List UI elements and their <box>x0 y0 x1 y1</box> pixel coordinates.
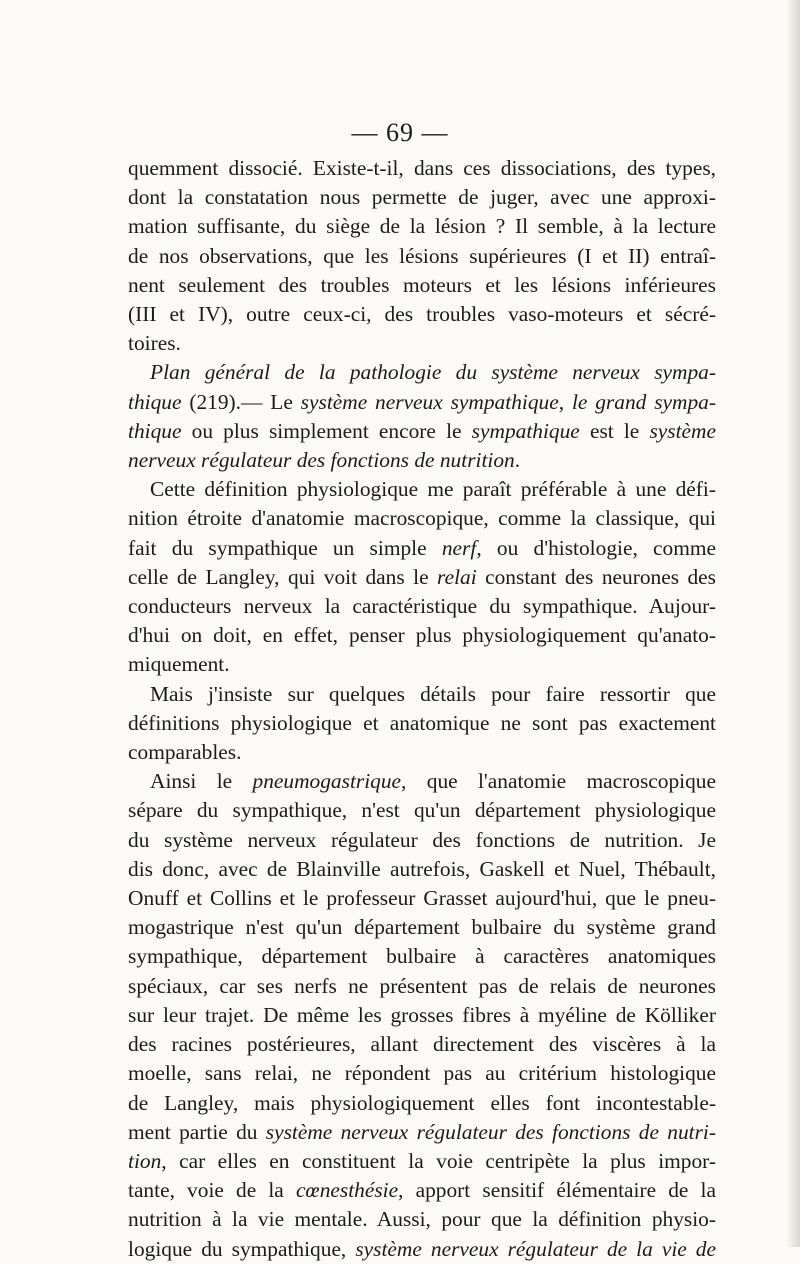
italic-term: système nerveux régulateur des fonctions de nutri- <box>265 1119 716 1144</box>
text-line: d'hui on doit, en effet, penser plus physiologiquement qu'anato- <box>128 623 716 648</box>
text-line: sur leur trajet. De même les grosses fibres à myéline de Kölliker <box>128 1002 716 1027</box>
text-line <box>128 388 716 417</box>
paragraph-definition <box>128 475 716 679</box>
page-number: — 69 — <box>351 118 449 147</box>
text-line: de nos observations, que les lésions supérieures (I et II) entraî- <box>128 243 716 268</box>
paragraph-pneumogastrique <box>128 767 716 1263</box>
text-line: dont la constatation nous permette de juger, avec une approxi- <box>128 185 716 210</box>
text-fragment: est le <box>579 418 650 443</box>
text-fragment: fait du sympathique un simple <box>128 535 442 560</box>
text-line: moelle, sans relai, ne répondent pas au critérium histologique <box>128 1061 716 1086</box>
text-line: définitions physiologique et anatomique ne sont pas exactement <box>128 710 716 735</box>
italic-term: nerveux régulateur des fonctions de nutrition <box>128 448 515 473</box>
italic-term: tion <box>128 1148 162 1173</box>
text-fragment: ment partie du <box>128 1119 266 1144</box>
text-line: comparables. <box>128 740 242 765</box>
text-fragment: (219).— Le <box>181 389 301 414</box>
italic-term: nerf <box>441 535 477 560</box>
text-line: dis donc, avec de Blainville autrefois, Gaskell et Nuel, Thébault, <box>128 856 716 881</box>
text-line: Cette définition physiologique me paraît préférable à une défi- <box>150 477 716 502</box>
paragraph-dissociation <box>128 154 716 358</box>
italic-term: relai <box>437 564 477 589</box>
text-line <box>128 446 716 475</box>
text-fragment: , <box>558 389 572 414</box>
text-fragment: . <box>514 448 521 473</box>
text-line: Onuff et Collins et le professeur Grasset aujourd'hui, que le pneu- <box>128 886 716 911</box>
body-text <box>128 154 716 1264</box>
text-fragment: tante, voie de la <box>128 1178 296 1203</box>
text-line <box>128 563 716 592</box>
text-fragment: celle de Langley, qui voit dans le <box>128 564 438 589</box>
text-line: sympathique, département bulbaire à caractères anatomiques <box>128 944 716 969</box>
text-fragment: , ou d'histologie, comme <box>476 535 717 560</box>
text-line: nent seulement des troubles moteurs et les lésions inférieures <box>128 272 716 297</box>
text-line: miquement. <box>128 652 230 677</box>
text-line: nition étroite d'anatomie macroscopique, comme la classique, qui <box>128 506 716 531</box>
section-heading: Plan général de la pathologie du système nerveux sympa- <box>150 360 716 385</box>
text-line: nutrition à la vie mentale. Aussi, pour que la définition physio- <box>128 1207 716 1232</box>
text-line: quemment dissocié. Existe-t-il, dans ces dissociations, des types, <box>128 156 716 180</box>
text-line <box>128 1176 716 1205</box>
italic-term: système nerveux régulateur de la vie de <box>355 1236 716 1261</box>
text-line: mogastrique n'est qu'un département bulbaire du système grand <box>128 915 716 940</box>
text-line: des racines postérieures, allant directement des viscères à la <box>128 1032 716 1057</box>
italic-term: cœnesthésie <box>295 1178 399 1203</box>
text-fragment: , car elles en constituent la voie centripète la plus impor- <box>161 1148 716 1173</box>
italic-term: système nerveux sympathique <box>300 389 559 414</box>
text-line: de Langley, mais physiologiquement elles font incontestable- <box>128 1090 716 1115</box>
italic-term: le grand sympa- <box>571 389 716 414</box>
text-fragment: , apport sensitif élémentaire de la <box>398 1178 716 1203</box>
text-line <box>128 767 716 796</box>
paragraph-plan-general <box>128 358 716 475</box>
text-line: (III et IV), outre ceux-ci, des troubles vaso-moteurs et sécré- <box>128 302 716 327</box>
italic-term: thique <box>128 418 182 443</box>
text-fragment: , que l'anatomie macroscopique <box>401 769 716 794</box>
text-line: du système nerveux régulateur des fonctions de nutrition. Je <box>128 827 716 852</box>
text-line: Mais j'insiste sur quelques détails pour faire ressortir que <box>150 681 716 706</box>
italic-term: sympathique <box>471 418 580 443</box>
text-fragment: ou plus simplement encore le <box>181 418 472 443</box>
text-line: toires. <box>128 331 181 356</box>
text-fragment: constant des neurones des <box>476 564 717 589</box>
text-line: mation suffisante, du siège de la lésion ? Il semble, à la lecture <box>128 214 716 239</box>
italic-term: système <box>649 418 716 443</box>
section-heading-end: thique <box>128 389 182 414</box>
text-fragment: logique du sympathique, <box>128 1236 356 1261</box>
text-line: sépare du sympathique, n'est qu'un département physiologique <box>128 798 716 823</box>
italic-term: pneumogastrique <box>252 769 402 794</box>
text-line <box>128 534 716 563</box>
text-line <box>128 1118 716 1147</box>
page-edge-shadow <box>786 0 800 1247</box>
text-fragment: Ainsi le <box>150 769 253 794</box>
text-line <box>128 358 716 387</box>
text-line <box>128 1147 716 1176</box>
text-line <box>128 1235 716 1264</box>
paragraph-details <box>128 680 716 768</box>
text-line <box>128 417 716 446</box>
text-line: spéciaux, car ses nerfs ne présentent pas de relais de neurones <box>128 973 716 998</box>
text-line: conducteurs nerveux la caractéristique du sympathique. Aujour- <box>128 594 716 619</box>
